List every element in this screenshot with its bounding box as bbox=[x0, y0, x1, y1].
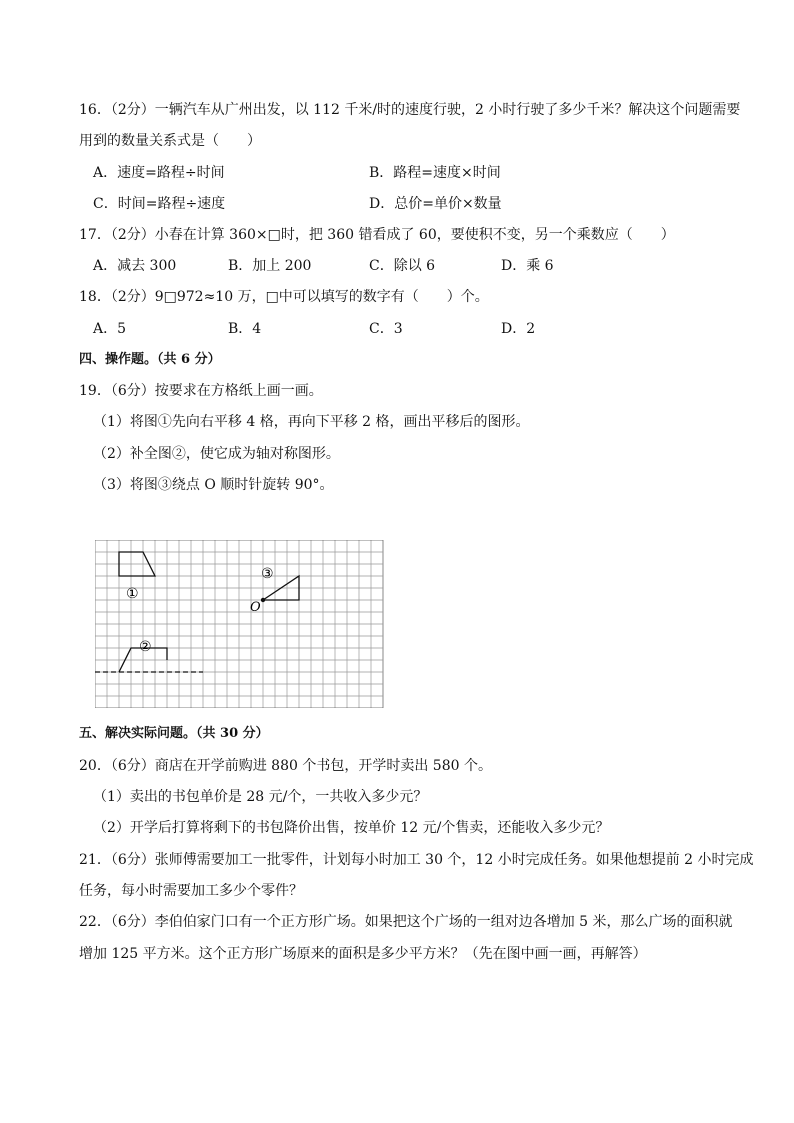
figure-2-label: ② bbox=[139, 639, 152, 655]
q19-text: 19．（6分）按要求在方格纸上画一画。 bbox=[79, 383, 323, 399]
grid-lines bbox=[95, 540, 383, 708]
q16-line2: 用到的数量关系式是（ ） bbox=[79, 133, 261, 149]
q17-option-b: B．加上 200 bbox=[228, 258, 312, 274]
q20-text: 20．（6分）商店在开学前购进 880 个书包，开学时卖出 580 个。 bbox=[79, 758, 492, 774]
point-o bbox=[261, 598, 265, 602]
q16-option-c: C．时间=路程÷速度 bbox=[93, 196, 226, 212]
q20-sub1: （1）卖出的书包单价是 28 元/个，一共收入多少元？ bbox=[93, 789, 428, 805]
section-5-title: 五、解决实际问题。（共 30 分） bbox=[79, 726, 269, 741]
grid-paper-figure bbox=[95, 540, 385, 708]
q18-option-b: B．4 bbox=[228, 321, 262, 337]
figure-3-label: ③ bbox=[261, 566, 274, 582]
q18-text: 18．（2分）9□972≈10 万，□中可以填写的数字有（ ）个。 bbox=[79, 289, 489, 305]
q17-option-d: D．乘 6 bbox=[501, 258, 554, 274]
figure-1-label: ① bbox=[126, 586, 139, 602]
q21-line2: 任务，每小时需要加工多少个零件？ bbox=[79, 883, 303, 899]
q16-line1: 16．（2分）一辆汽车从广州出发，以 112 千米/时的速度行驶，2 小时行驶了多少千米？解决这个问题需要 bbox=[79, 102, 741, 118]
q18-option-c: C．3 bbox=[369, 321, 403, 337]
point-o-label: O bbox=[250, 600, 261, 615]
q16-option-a: A．速度=路程÷时间 bbox=[93, 165, 225, 181]
q19-sub1: （1）将图①先向右平移 4 格，再向下平移 2 格，画出平移后的图形。 bbox=[93, 414, 530, 430]
q17-option-a: A．减去 300 bbox=[93, 258, 177, 274]
q21-line1: 21．（6分）张师傅需要加工一批零件，计划每小时加工 30 个，12 小时完成任务。如果他想提前 2 小时完成 bbox=[79, 852, 754, 868]
q22-line1: 22．（6分）李伯伯家门口有一个正方形广场。如果把这个广场的一组对边各增加 5 米，那么广场的面积就 bbox=[79, 914, 733, 930]
q17-option-c: C．除以 6 bbox=[369, 258, 436, 274]
section-4-title: 四、操作题。（共 6 分） bbox=[79, 352, 221, 367]
q16-option-d: D．总价=单价×数量 bbox=[369, 196, 502, 212]
q18-option-a: A．5 bbox=[93, 321, 127, 337]
q17-text: 17．（2分）小春在计算 360×□时，把 360 错看成了 60，要使积不变，另一个乘数应（ ） bbox=[79, 227, 675, 243]
q18-option-d: D．2 bbox=[501, 321, 536, 337]
q16-option-b: B．路程=速度×时间 bbox=[369, 165, 501, 181]
q22-line2: 增加 125 平方米。这个正方形广场原来的面积是多少平方米？（先在图中画一画，再解答） bbox=[79, 946, 647, 962]
q19-sub3: （3）将图③绕点 O 顺时针旋转 90°。 bbox=[93, 477, 334, 493]
q19-sub2: （2）补全图②，使它成为轴对称图形。 bbox=[93, 446, 340, 462]
q20-sub2: （2）开学后打算将剩下的书包降价出售，按单价 12 元/个售卖，还能收入多少元？ bbox=[93, 820, 610, 836]
